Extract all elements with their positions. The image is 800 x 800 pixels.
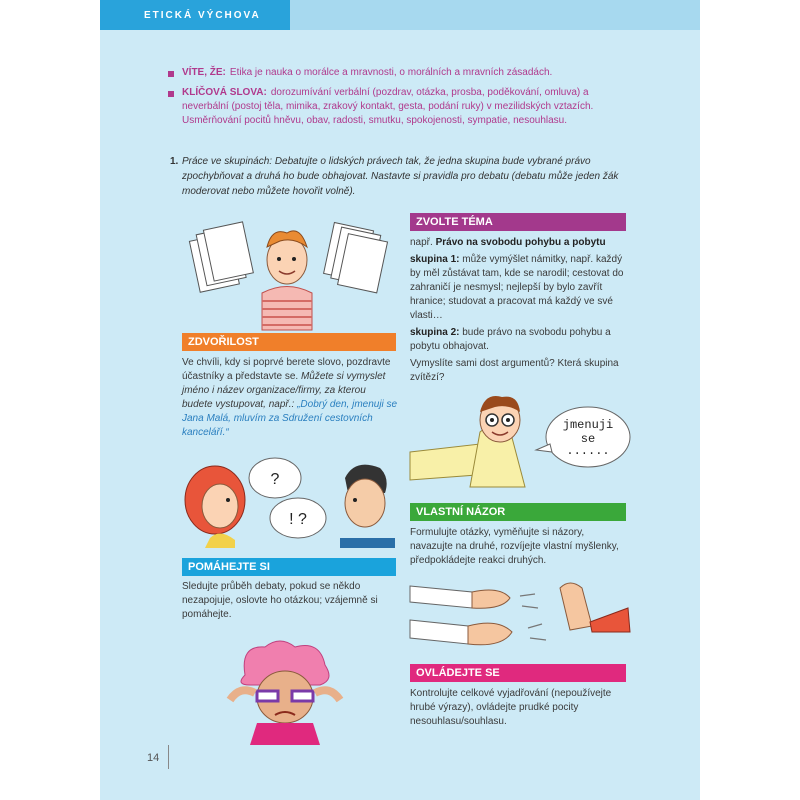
section-title: ETICKÁ VÝCHOVA (144, 10, 261, 21)
task-text: Práce ve skupinách: Debatujte o lidských právech tak, že jedna skupina bude vybrané právo zpochybňovat a druhá ho bude obhajovat. Nastavte si pravidla pro debatu (debatu může jeden žák moderovat nebo můžete hovořit volně). (182, 156, 619, 197)
nazor-text: Formulujte otázky, vyměňujte si názory, navazujte na druhé, rozvíjejte vlastní myšlenky, předpokládejte reakci druhých. (410, 527, 619, 566)
task-number: 1. (170, 156, 179, 167)
zdvorilost-quote: „Dobrý den, jmenuji se Jana Malá, mluvím za Sdružení cestovních kanceláří.“ (182, 399, 398, 438)
header-band (290, 0, 700, 30)
conversation-illustration (180, 448, 400, 548)
stressed-person-illustration (185, 635, 385, 745)
tema-group-1 (410, 253, 628, 323)
section-heading-nazor: VLASTNÍ NÁZOR (410, 503, 626, 521)
speech-name-line-2: se (580, 432, 596, 446)
group-2-label: skupina 2: (410, 327, 460, 338)
section-heading-tema: ZVOLTE TÉMA (410, 213, 626, 231)
exclaim-question-mark: ! ? (289, 511, 307, 528)
zdvorilost-italic: Můžete si vymyslet jméno i název organizace/firmy, za kterou budete vystupovat, např.: (182, 371, 386, 410)
tema-text (410, 236, 628, 385)
section-heading-zdvorilost: ZDVOŘILOST (182, 333, 396, 351)
tema-group-2 (410, 326, 628, 354)
group-1-text: může vymýšlet námitky, např. každý by měl zůstávat tam, kde se narodil; cestovat do zahraničí je nesmysl; nejlepší by bylo zavřít hranice; studovat a pracovat má každý ve své vlasti… (410, 254, 624, 321)
tema-question: Vymyslíte sami dost argumentů? Která skupina zvítězí? (410, 358, 619, 383)
speech-name-line-1: jmenuji (562, 418, 614, 432)
bullet-marker (168, 71, 174, 77)
keywords-text: dorozumívání verbální (pozdrav, otázka, prosba, poděkování, omluva) a neverbální (postoj těla, mimika, zrakový kontakt, gesta, podání ruky) v mezilidských vztazích. Usměrňování pocitů hněvu, obav, radosti, smutku, spokojenosti, sympatie, nesouhlasu. (182, 87, 594, 126)
zdvorilost-body: Ve chvíli, kdy si poprvé berete slovo, pozdravte účastníky a představte se. (182, 357, 391, 382)
hands-gesture-illustration (410, 578, 630, 658)
keywords-label: KLÍČOVÁ SLOVA: (182, 87, 267, 98)
section-heading-pomahejte: POMÁHEJTE SI (182, 558, 396, 576)
question-mark: ? (270, 471, 280, 488)
tema-example-right: Právo na svobodu pohybu a pobytu (435, 237, 606, 248)
ovladejte-text: Kontrolujte celkové vyjadřování (nepoužívejte hrubé výrazy), ovládejte prudké pocity nesouhlasu/souhlasu. (410, 688, 612, 727)
group-1-label: skupina 1: (410, 254, 460, 265)
keywords (182, 86, 632, 128)
speech-name-dots: ...... (566, 444, 610, 458)
did-you-know-label: VÍTE, ŽE: (182, 67, 226, 78)
bullet-marker (168, 91, 174, 97)
introduction-illustration (410, 392, 630, 487)
did-you-know-text: Etika je nauka o morálce a mravnosti, o morálních a mravních zásadách. (229, 67, 553, 78)
textbook-page (100, 0, 700, 800)
section-header-tab (100, 0, 290, 30)
boy-with-papers-illustration (182, 205, 392, 330)
zdvorilost-text (182, 356, 398, 440)
pomahejte-text: Sledujte průběh debaty, pokud se někdo nezapojuje, oslovte ho otázkou; vzájemně si pomáhejte. (182, 581, 378, 620)
section-heading-ovladejte: OVLÁDEJTE SE (410, 664, 626, 682)
page-number: 14 (147, 752, 160, 764)
tema-example (410, 236, 628, 250)
tema-example-prefix: např. (410, 237, 433, 248)
did-you-know (182, 66, 632, 80)
page-number-divider (168, 745, 169, 769)
group-2-text: bude právo na svobodu pohybu a pobytu obhajovat. (410, 327, 611, 352)
